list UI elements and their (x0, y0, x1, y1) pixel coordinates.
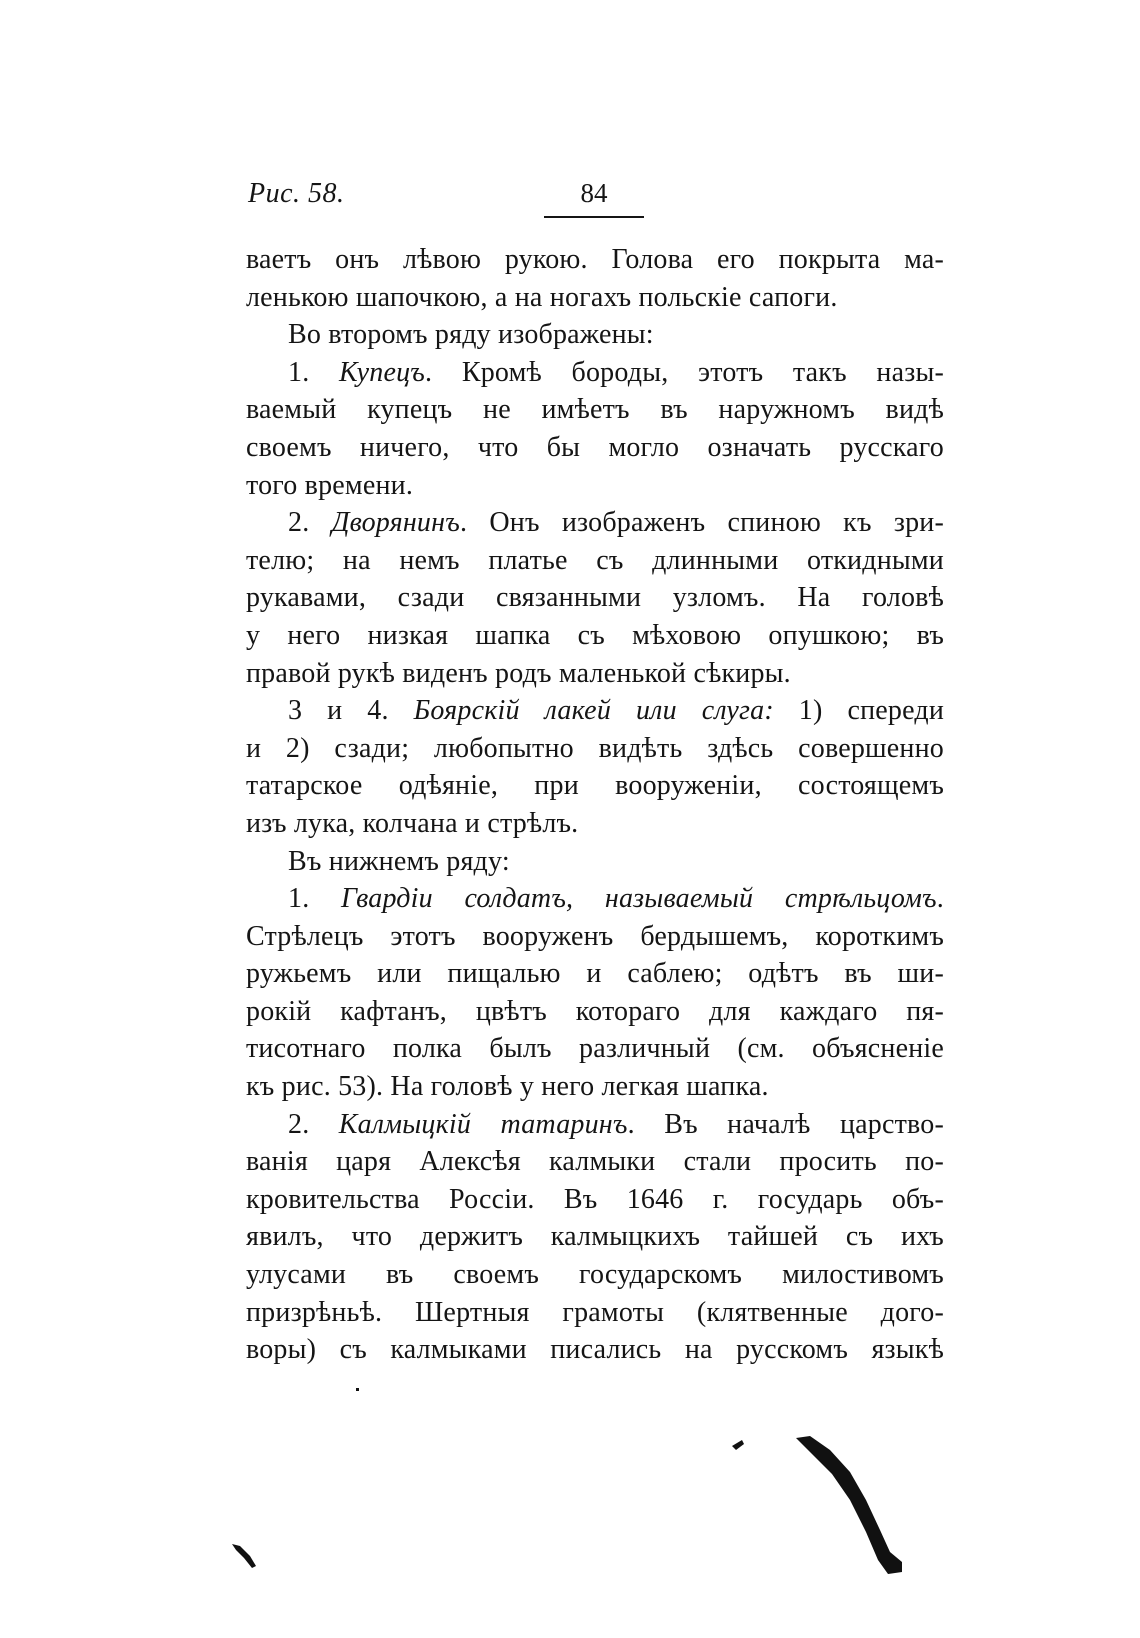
text-line: явилъ, что держитъ калмыцкихъ тайшей съ ихъ (246, 1221, 944, 1253)
text-line: телю; на немъ платье съ длинными откидными (246, 544, 944, 576)
text-line: правой рукѣ виденъ родъ маленькой сѣкиры. (246, 657, 791, 689)
text-line: 1. Купецъ. Кромѣ бороды, этотъ такъ назы- (288, 356, 945, 388)
body-text (246, 241, 944, 1369)
text-line: къ рис. 53). На головѣ у него легкая шапка. (246, 1071, 769, 1103)
page-header (248, 178, 948, 228)
scan-speck (356, 1388, 359, 1391)
text-line: 1. Гвардіи солдатъ, называемый стрѣльцомъ. (288, 883, 944, 915)
text-line: ленькою шапочкою, а на ногахъ польскіе сапоги. (246, 281, 838, 313)
text-line: рукавами, сзади связанными узломъ. На головѣ (246, 582, 944, 614)
text-line: Во второмъ ряду изображены: (288, 319, 654, 351)
text-line: ружьемъ или пищалью и саблею; одѣтъ въ ши- (246, 958, 944, 990)
text-line: ваетъ онъ лѣвою рукою. Голова его покрыта ма- (246, 244, 944, 275)
text-line: у него низкая шапка съ мѣховою опушкою; въ (246, 619, 944, 651)
text-line: Въ нижнемъ ряду: (288, 845, 510, 877)
text-line: 2. Дворянинъ. Онъ изображенъ спиною къ зри- (288, 507, 944, 539)
text-line: того времени. (246, 469, 414, 501)
text-line: ваемый купецъ не имѣетъ въ наружномъ видѣ (246, 394, 944, 426)
text-line: призрѣньѣ. Шертныя грамоты (клятвенные дого- (246, 1296, 944, 1328)
text-line: изъ лука, колчана и стрѣлъ. (246, 807, 579, 839)
text-line: 2. Калмыцкій татаринъ. Въ началѣ царство- (288, 1108, 944, 1140)
page-number: 84 (580, 178, 608, 208)
text-line: Стрѣлецъ этотъ вооруженъ бердышемъ, короткимъ (246, 920, 944, 952)
text-line: ванія царя Алексѣя калмыки стали просить по- (246, 1146, 944, 1178)
text-line: своемъ ничего, что бы могло означать русскаго (246, 431, 944, 463)
text-line: воры) съ калмыками писались на русскомъ языкѣ (246, 1334, 944, 1366)
figure-reference: Рис. 58. (248, 178, 345, 209)
text-line: улусами въ своемъ государскомъ милостивомъ (246, 1259, 944, 1291)
page-number-rule (544, 216, 644, 218)
text-line: рокій кафтанъ, цвѣтъ котораго для каждаго пя- (246, 995, 944, 1027)
text-line: кровительства Россіи. Въ 1646 г. государь объ- (246, 1183, 944, 1215)
text-line: татарское одѣяніе, при вооруженіи, состоящемъ (246, 770, 944, 802)
text-line: тисотнаго полка былъ различный (см. объясненіе (246, 1033, 944, 1065)
text-line: 3 и 4. Боярскій лакей или слуга: 1) спереди (288, 695, 945, 727)
text-line: и 2) сзади; любопытно видѣть здѣсь совершенно (246, 732, 944, 764)
